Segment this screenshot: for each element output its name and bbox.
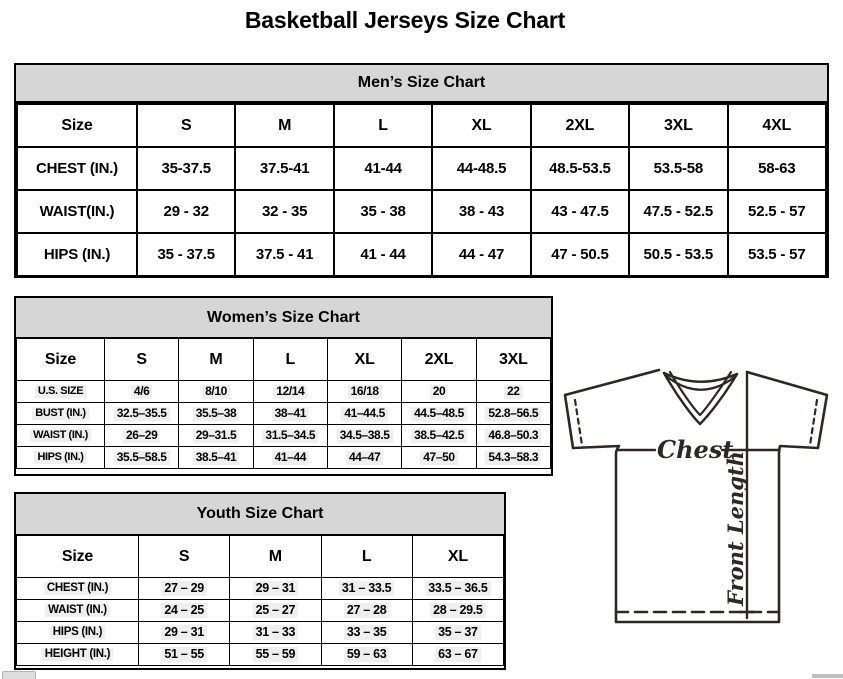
size-value-cell	[402, 425, 476, 447]
cell-text: 38–41	[272, 407, 309, 421]
mens-size-table	[16, 103, 827, 277]
cell-text: CHEST (IN.)	[44, 582, 111, 595]
size-value-cell	[402, 403, 476, 425]
cell-text: 44-48.5	[456, 160, 507, 177]
cell-text: BUST (IN.)	[32, 407, 88, 420]
scrollbar-fragment-right[interactable]	[812, 674, 843, 678]
size-value-cell	[253, 381, 327, 403]
size-value-cell	[334, 147, 432, 190]
cell-text: 35.5–38	[193, 407, 240, 421]
size-value-cell	[105, 447, 179, 469]
size-value-cell	[334, 233, 432, 276]
size-value-cell	[476, 381, 550, 403]
cell-text: 8/10	[202, 385, 230, 399]
column-header: XL	[412, 536, 503, 578]
size-value-cell	[179, 381, 253, 403]
size-value-cell	[412, 578, 503, 600]
row-label	[17, 622, 139, 644]
size-value-cell	[139, 578, 230, 600]
cell-text: 58-63	[758, 160, 796, 177]
table-row	[17, 425, 551, 447]
cell-text: 24 – 25	[161, 603, 207, 617]
table-row	[17, 600, 504, 622]
size-value-cell	[412, 600, 503, 622]
womens-size-table	[16, 338, 551, 469]
cell-text: 38.5–41	[193, 451, 240, 465]
size-value-cell	[531, 147, 629, 190]
size-value-cell	[253, 447, 327, 469]
mens-size-chart	[14, 63, 829, 278]
header-row	[17, 339, 551, 381]
size-value-cell	[432, 190, 530, 233]
cell-text: 47–50	[420, 451, 457, 465]
column-header: M	[179, 339, 253, 381]
column-header: S	[139, 536, 230, 578]
cell-text: 26–29	[123, 429, 160, 443]
column-header: Size	[17, 104, 137, 147]
row-label	[17, 425, 105, 447]
cell-text: WAIST (IN.)	[30, 429, 91, 442]
cell-text: 53.5 - 57	[748, 246, 806, 263]
cell-text: 47 - 50.5	[551, 246, 609, 263]
size-value-cell	[235, 233, 333, 276]
cell-text: 50.5 - 53.5	[643, 246, 714, 263]
womens-size-chart	[14, 296, 553, 476]
womens-chart-title: Women’s Size Chart	[16, 298, 551, 338]
size-value-cell	[629, 233, 727, 276]
size-value-cell	[402, 381, 476, 403]
youth-chart-title: Youth Size Chart	[16, 494, 504, 535]
cell-text: 29–31.5	[193, 429, 240, 443]
scrollbar-fragment-left[interactable]	[2, 671, 36, 679]
size-value-cell	[139, 644, 230, 666]
cell-text: 37.5 - 41	[255, 246, 314, 263]
size-value-cell	[105, 381, 179, 403]
cell-text: WAIST(IN.)	[39, 203, 115, 220]
cell-text: 4/6	[131, 385, 152, 399]
size-value-cell	[139, 600, 230, 622]
row-label	[17, 190, 137, 233]
table-row	[17, 233, 826, 276]
left-cuff-dashes-icon	[575, 400, 582, 445]
column-header: 2XL	[402, 339, 476, 381]
column-header: Size	[17, 536, 139, 578]
table-row	[17, 403, 551, 425]
cell-text: 33.5 – 36.5	[425, 581, 490, 595]
column-header: 3XL	[629, 104, 727, 147]
size-value-cell	[230, 578, 321, 600]
cell-text: 35 - 37.5	[157, 246, 215, 263]
table-row	[17, 447, 551, 469]
column-header: L	[334, 104, 432, 147]
size-value-cell	[137, 233, 235, 276]
cell-text: HIPS (IN.)	[34, 451, 86, 464]
size-value-cell	[412, 644, 503, 666]
cell-text: 34.5–38.5	[337, 429, 393, 443]
column-header: 4XL	[728, 104, 826, 147]
cell-text: 44–47	[346, 451, 383, 465]
cell-text: 27 – 29	[161, 581, 207, 595]
cell-text: 52.5 - 57	[748, 203, 806, 220]
cell-text: 35 - 38	[360, 203, 406, 220]
column-header: L	[253, 339, 327, 381]
size-value-cell	[321, 644, 412, 666]
front-length-label: Front Length	[723, 451, 748, 606]
cell-text: 55 – 59	[253, 647, 299, 661]
cell-text: 31.5–34.5	[262, 429, 318, 443]
cell-text: 29 - 32	[163, 203, 209, 220]
size-value-cell	[432, 147, 530, 190]
column-header: 2XL	[531, 104, 629, 147]
size-value-cell	[235, 147, 333, 190]
cell-text: 37.5-41	[259, 160, 310, 177]
size-value-cell	[327, 447, 401, 469]
size-value-cell	[253, 403, 327, 425]
youth-size-chart	[14, 492, 506, 670]
size-value-cell	[321, 622, 412, 644]
cell-text: 41-44	[364, 160, 402, 177]
cell-text: 33 – 35	[344, 625, 390, 639]
cell-text: HEIGHT (IN.)	[42, 648, 113, 661]
cell-text: 41 - 44	[360, 246, 406, 263]
size-value-cell	[531, 233, 629, 276]
mens-chart-title: Men’s Size Chart	[16, 65, 827, 103]
cell-text: 31 – 33	[253, 625, 299, 639]
cell-text: 31 – 33.5	[339, 581, 394, 595]
cell-text: 43 - 47.5	[551, 203, 609, 220]
column-header: XL	[327, 339, 401, 381]
jersey-measurement-diagram	[559, 358, 841, 644]
right-cuff-dashes-icon	[810, 400, 817, 445]
cell-text: 51 – 55	[161, 647, 207, 661]
column-header: S	[137, 104, 235, 147]
size-value-cell	[179, 447, 253, 469]
size-value-cell	[327, 403, 401, 425]
size-value-cell	[402, 447, 476, 469]
column-header: M	[235, 104, 333, 147]
cell-text: 27 – 28	[344, 603, 390, 617]
size-value-cell	[629, 190, 727, 233]
size-value-cell	[137, 190, 235, 233]
cell-text: 47.5 - 52.5	[643, 203, 714, 220]
size-value-cell	[230, 600, 321, 622]
size-value-cell	[321, 600, 412, 622]
size-value-cell	[476, 403, 550, 425]
chest-label: Chest	[657, 435, 734, 464]
cell-text: 28 – 29.5	[430, 603, 485, 617]
row-label	[17, 233, 137, 276]
cell-text: 29 – 31	[253, 581, 299, 595]
cell-text: 41–44.5	[341, 407, 388, 421]
size-value-cell	[531, 190, 629, 233]
cell-text: 46.8–50.3	[485, 429, 541, 443]
size-value-cell	[137, 147, 235, 190]
table-row	[17, 147, 826, 190]
size-value-cell	[179, 425, 253, 447]
column-header: XL	[432, 104, 530, 147]
size-value-cell	[327, 425, 401, 447]
cell-text: 44.5–48.5	[411, 407, 467, 421]
cell-text: 52.8–56.5	[485, 407, 541, 421]
size-value-cell	[728, 233, 826, 276]
size-value-cell	[321, 578, 412, 600]
size-value-cell	[412, 622, 503, 644]
header-row	[17, 536, 504, 578]
column-header: 3XL	[476, 339, 550, 381]
size-value-cell	[476, 447, 550, 469]
cell-text: 25 – 27	[253, 603, 299, 617]
cell-text: 38 - 43	[458, 203, 505, 220]
cell-text: 41–44	[272, 451, 309, 465]
cell-text: CHEST (IN.)	[36, 160, 118, 177]
size-value-cell	[235, 190, 333, 233]
cell-text: 54.3–58.3	[485, 451, 541, 465]
row-label	[17, 644, 139, 666]
table-row	[17, 578, 504, 600]
row-label	[17, 147, 137, 190]
cell-text: 32.5–35.5	[114, 407, 170, 421]
cell-text: 35-37.5	[161, 160, 211, 177]
size-value-cell	[327, 381, 401, 403]
column-header: S	[105, 339, 179, 381]
size-value-cell	[476, 425, 550, 447]
row-label	[17, 447, 105, 469]
column-header: L	[321, 536, 412, 578]
cell-text: U.S. SIZE	[35, 385, 86, 398]
size-value-cell	[179, 403, 253, 425]
cell-text: 12/14	[273, 385, 307, 399]
table-row	[17, 644, 504, 666]
cell-text: 38.5–42.5	[411, 429, 467, 443]
size-value-cell	[139, 622, 230, 644]
size-value-cell	[629, 147, 727, 190]
size-value-cell	[728, 147, 826, 190]
column-header: M	[230, 536, 321, 578]
cell-text: 20	[430, 385, 449, 399]
header-row	[17, 104, 826, 147]
cell-text: 35 – 37	[435, 625, 481, 639]
size-value-cell	[432, 233, 530, 276]
jersey-outline-icon	[565, 370, 827, 622]
size-value-cell	[105, 403, 179, 425]
cell-text: 22	[504, 385, 523, 399]
table-row	[17, 622, 504, 644]
youth-size-table	[16, 535, 504, 666]
column-header: Size	[17, 339, 105, 381]
cell-text: HIPS (IN.)	[43, 246, 111, 263]
cell-text: 59 – 63	[344, 647, 390, 661]
cell-text: 16/18	[348, 385, 382, 399]
cell-text: 29 – 31	[161, 625, 207, 639]
cell-text: WAIST (IN.)	[45, 604, 110, 617]
cell-text: 44 - 47	[458, 246, 505, 263]
row-label	[17, 600, 139, 622]
page-title: Basketball Jerseys Size Chart	[244, 7, 566, 33]
cell-text: 53.5-58	[653, 160, 704, 177]
size-value-cell	[253, 425, 327, 447]
size-value-cell	[230, 644, 321, 666]
size-value-cell	[334, 190, 432, 233]
cell-text: HIPS (IN.)	[50, 626, 105, 639]
cell-text: 35.5–58.5	[114, 451, 170, 465]
size-value-cell	[728, 190, 826, 233]
row-label	[17, 578, 139, 600]
row-label	[17, 381, 105, 403]
table-row	[17, 190, 826, 233]
size-value-cell	[105, 425, 179, 447]
cell-text: 63 – 67	[435, 647, 481, 661]
size-value-cell	[230, 622, 321, 644]
cell-text: 32 - 35	[261, 203, 308, 220]
table-row	[17, 381, 551, 403]
cell-text: 48.5-53.5	[549, 160, 611, 177]
row-label	[17, 403, 105, 425]
